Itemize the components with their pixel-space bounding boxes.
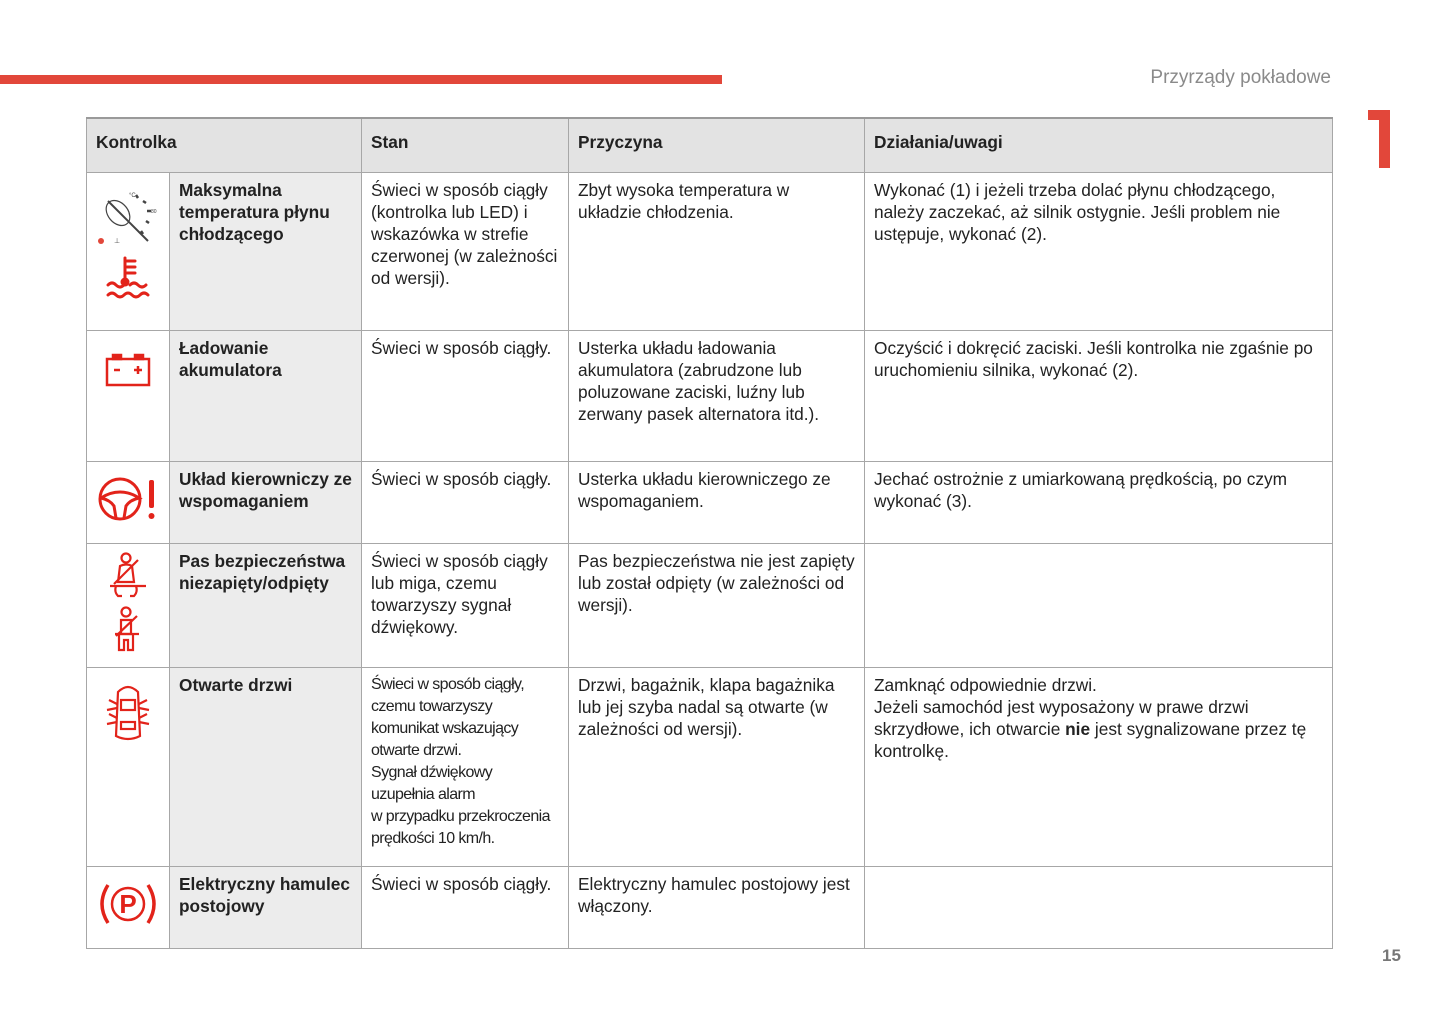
power-steering-icon xyxy=(97,476,159,522)
seatbelt-front-icon xyxy=(108,552,148,600)
state-line: uzupełnia alarm xyxy=(371,786,475,803)
table-row xyxy=(87,544,1333,668)
warning-action xyxy=(865,544,1333,668)
table-row xyxy=(87,668,1333,867)
page-number: 15 xyxy=(1382,946,1401,965)
warning-name: Otwarte drzwi xyxy=(170,668,362,867)
coolant-temperature-icon xyxy=(105,255,151,301)
svg-text:80: 80 xyxy=(151,209,157,215)
parking-brake-icon xyxy=(98,881,158,927)
warning-action: Jechać ostrożnie z umiarkowaną prędkością, po czym wykonać (3). xyxy=(865,462,1333,544)
warning-name: Ładowanie akumulatora xyxy=(170,331,362,462)
warning-name: Elektryczny hamulec postojowy xyxy=(170,867,362,949)
svg-text:°C: °C xyxy=(129,193,136,199)
table-row xyxy=(87,867,1333,949)
table-row xyxy=(87,331,1333,462)
warning-state: Świeci w sposób ciągły. xyxy=(362,331,569,462)
column-header: Działania/uwagi xyxy=(865,118,1333,173)
warning-lights-table xyxy=(86,117,1333,949)
warning-cause: Zbyt wysoka temperatura w układzie chłodzenia. xyxy=(569,173,865,331)
coolant-gauge-icon xyxy=(96,191,160,247)
action-text: Jeżeli samochód jest wyposażony w prawe drzwi skrzydłowe, ich otwarcie xyxy=(874,697,1249,739)
warning-action xyxy=(865,867,1333,949)
warning-state: Świeci w sposób ciągły lub miga, czemu towarzyszy sygnał dźwiękowy. xyxy=(362,544,569,668)
state-line: otwarte drzwi. xyxy=(371,742,462,759)
warning-cause: Elektryczny hamulec postojowy jest włączony. xyxy=(569,867,865,949)
warning-action: Oczyścić i dokręcić zaciski. Jeśli kontrolka nie zgaśnie po uruchomieniu silnika, wykonać (2). xyxy=(865,331,1333,462)
warning-name: Maksymalna temperatura płynu chłodzącego xyxy=(170,173,362,331)
state-line: w przypadku przekroczenia xyxy=(371,808,550,825)
warning-cause: Usterka układu ładowania akumulatora (zabrudzone lub poluzowane zaciski, luźny lub zerwany pasek alternatora itd.). xyxy=(569,331,865,462)
chapter-number xyxy=(1368,110,1394,168)
battery-icon xyxy=(105,353,151,387)
action-text: jest sygnalizowane przez tę kontrolkę. xyxy=(874,719,1307,761)
action-emphasis: nie xyxy=(1065,719,1091,739)
state-line: prędkości 10 km/h. xyxy=(371,830,495,847)
open-door-icon xyxy=(105,684,151,742)
table-row xyxy=(87,173,1333,331)
svg-text:P: P xyxy=(119,889,137,919)
table-row xyxy=(87,462,1333,544)
warning-state xyxy=(362,668,569,867)
warning-cause: Pas bezpieczeństwa nie jest zapięty lub został odpięty (w zależności od wersji). xyxy=(569,544,865,668)
warning-name: Układ kierowniczy ze wspomaganiem xyxy=(170,462,362,544)
warning-cause: Usterka układu kierowniczego ze wspomaganiem. xyxy=(569,462,865,544)
column-header: Stan xyxy=(362,118,569,173)
warning-state: Świeci w sposób ciągły. xyxy=(362,462,569,544)
warning-action: Wykonać (1) i jeżeli trzeba dolać płynu chłodzącego, należy zaczekać, aż silnik ostygnie. Jeśli problem nie ustępuje, wykonać (2). xyxy=(865,173,1333,331)
accent-bar xyxy=(0,75,722,84)
action-line xyxy=(874,696,1323,762)
state-line: Świeci w sposób ciągły, xyxy=(371,676,525,693)
svg-text:⊥: ⊥ xyxy=(114,238,121,245)
warning-action xyxy=(865,668,1333,867)
column-header: Przyczyna xyxy=(569,118,865,173)
table-header xyxy=(87,118,1333,173)
state-line: czemu towarzyszy xyxy=(371,698,493,715)
seatbelt-rear-icon xyxy=(113,606,143,652)
state-line: Sygnał dźwiękowy xyxy=(371,764,493,781)
state-line: komunikat wskazujący xyxy=(371,720,519,737)
action-line: Zamknąć odpowiednie drzwi. xyxy=(874,675,1097,695)
section-title: Przyrządy pokładowe xyxy=(1150,67,1331,88)
warning-state: Świeci w sposób ciągły. xyxy=(362,867,569,949)
warning-cause: Drzwi, bagażnik, klapa bagażnika lub jej szyba nadal są otwarte (w zależności od wersji). xyxy=(569,668,865,867)
warning-name: Pas bezpieczeństwa niezapięty/odpięty xyxy=(170,544,362,668)
warning-state: Świeci w sposób ciągły (kontrolka lub LED) i wskazówka w strefie czerwonej (w zależności od wersji). xyxy=(362,173,569,331)
column-header: Kontrolka xyxy=(87,118,362,173)
